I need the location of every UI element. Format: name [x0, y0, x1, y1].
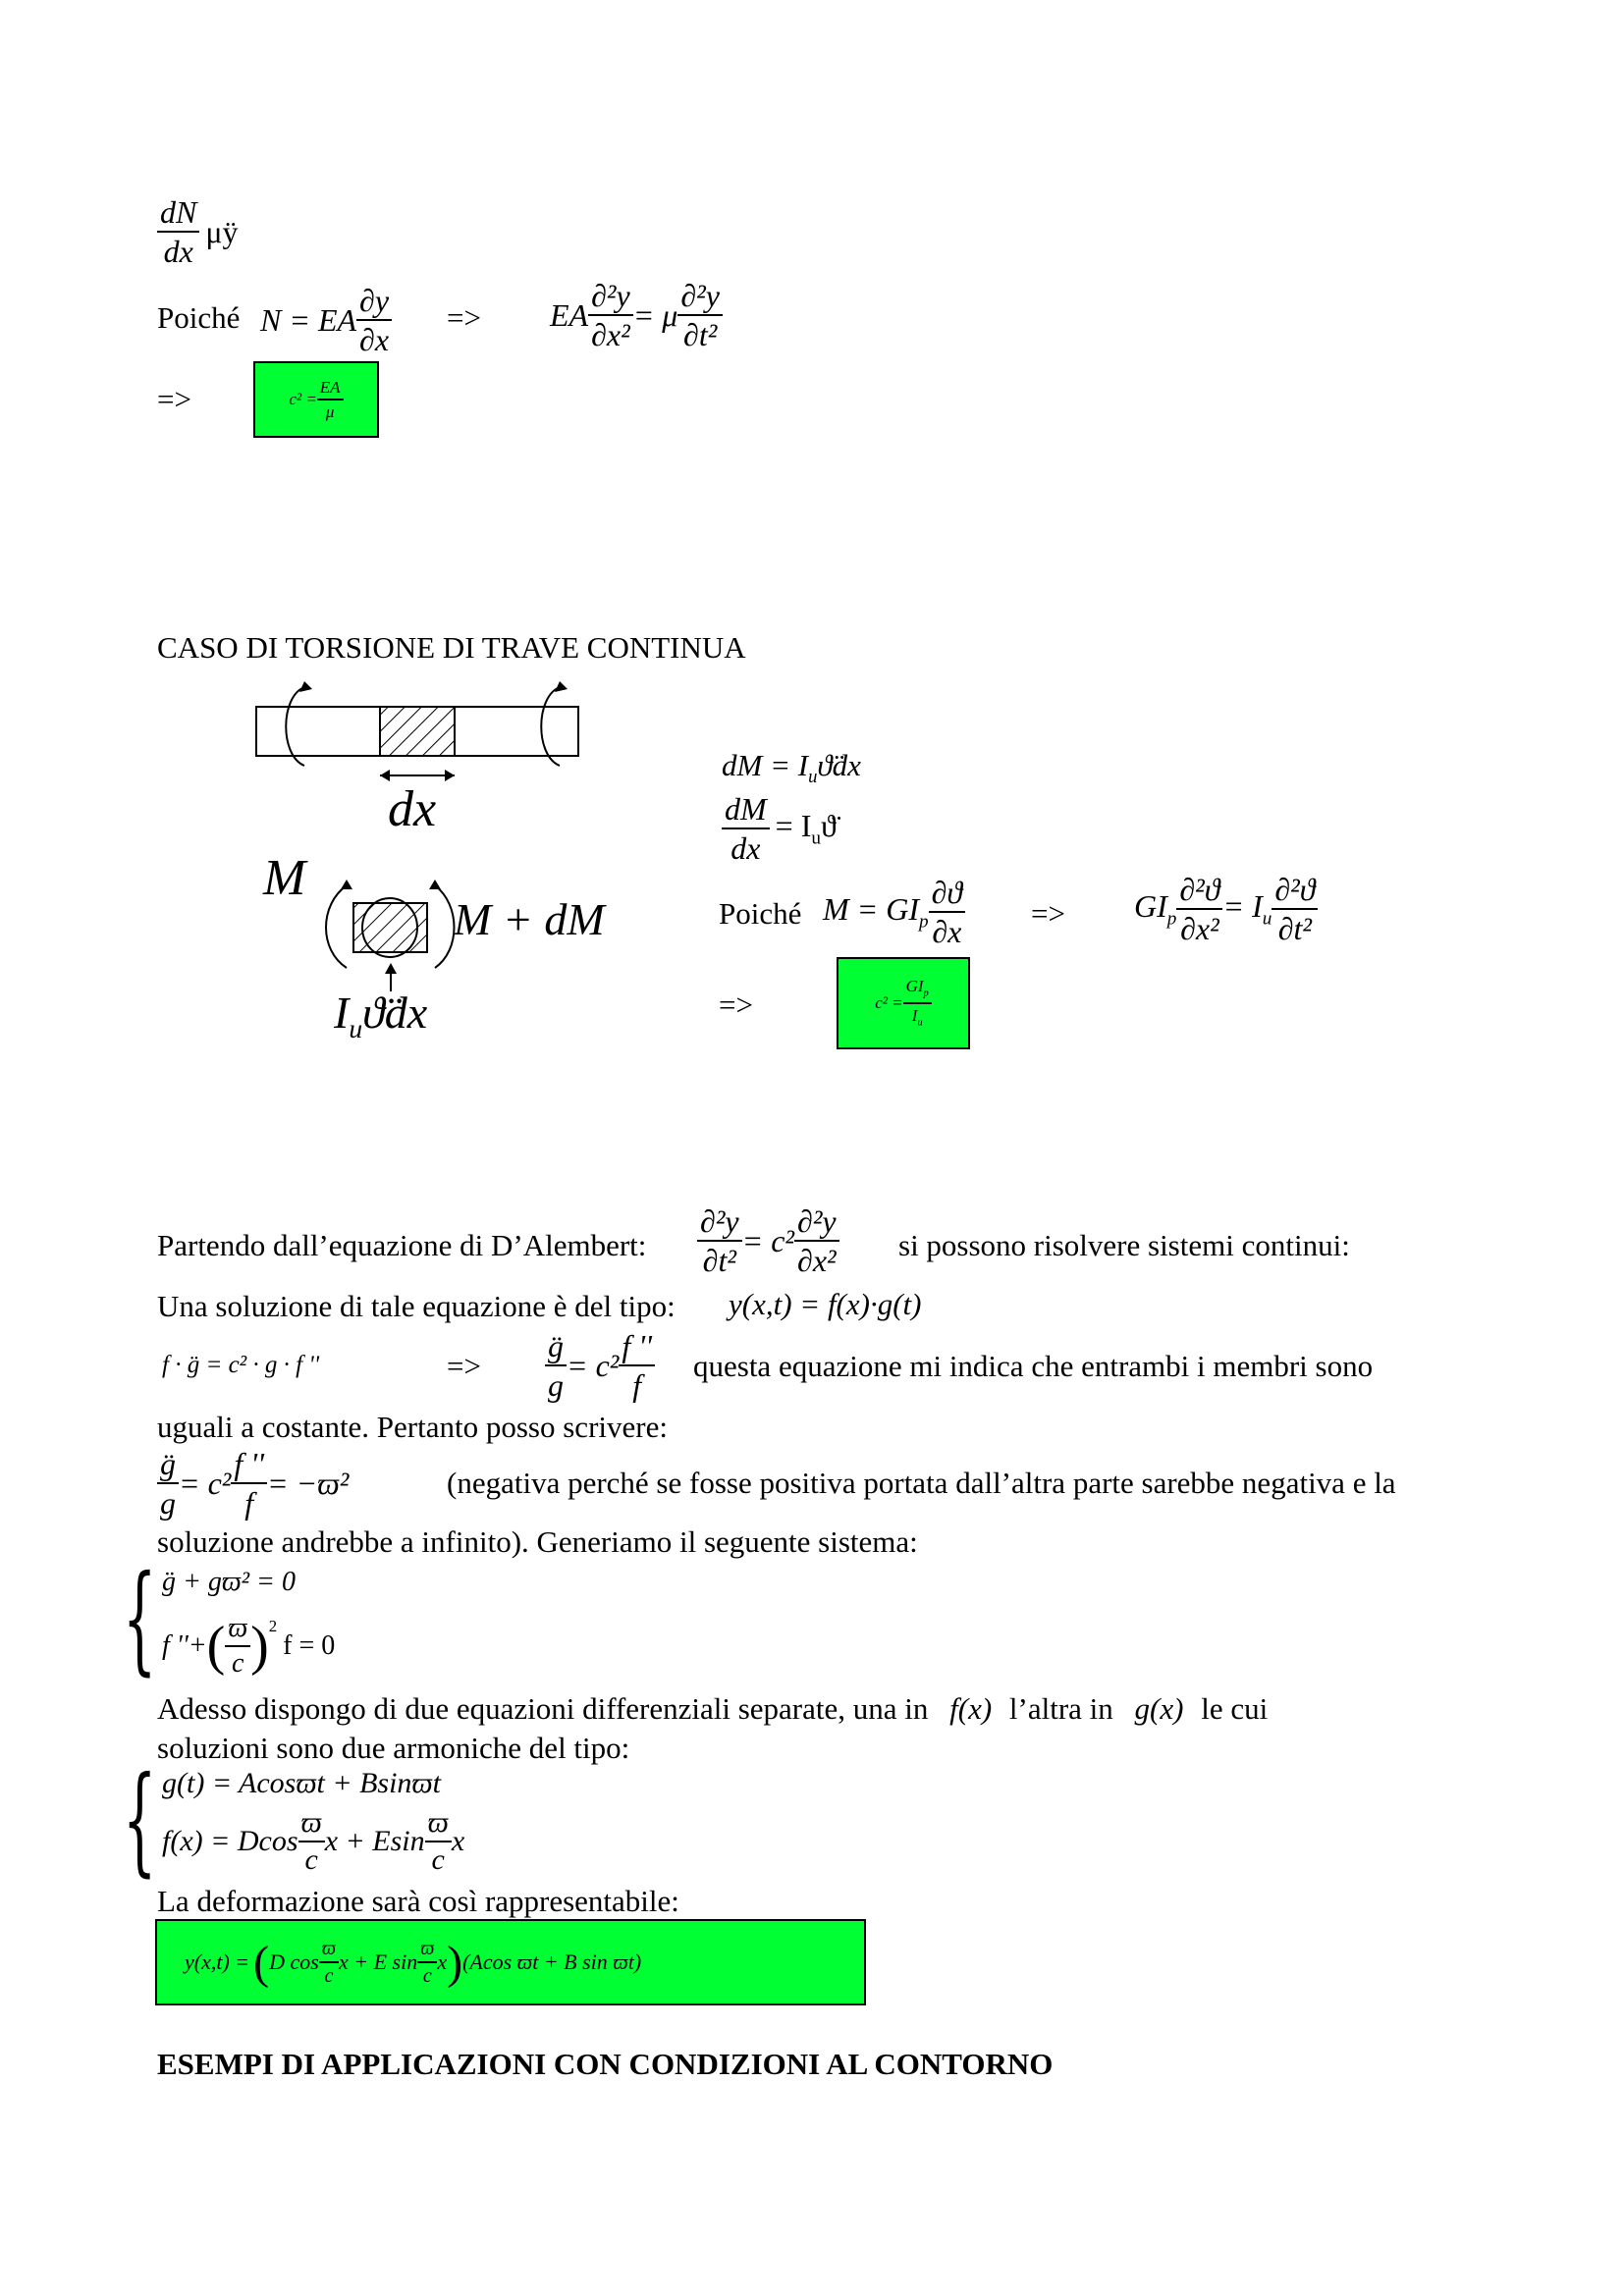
constant-text-cont: uguali a costante. Pertanto posso scrivere:: [157, 1410, 668, 1444]
separate-eq-text: Adesso dispongo di due equazioni differenziali separate, una in f(x) l’altra in g(x) le cui: [157, 1691, 1269, 1726]
eq-wave-axial: EA $\frac{\text{∂²y}}{\text{∂x²}}$ = μ $\frac{\text{∂²y}}{\text{∂t²}}$: [550, 280, 723, 350]
eq-ratio-omega: $\frac{g̈}{g}$ = c² $\frac{f ''}{f}$ = −ϖ²: [157, 1448, 349, 1519]
eq-rhs: μÿ: [205, 213, 239, 249]
system-brace-2: {: [123, 1752, 157, 1889]
constant-text: questa equazione mi indica che entrambi i membri sono: [693, 1349, 1374, 1383]
eq-system-f: f ''+ ( $\frac{ϖ}{c}$ ) $^2$ f = 0: [162, 1613, 336, 1679]
eq-wave-torsion: $GI_p$ $\frac{\text{∂²ϑ}}{\text{∂x²}}$ = $I_u$ $\frac{\text{∂²ϑ}}{\text{∂t²}}$: [1134, 874, 1318, 944]
eq-separation: y(x,t) = f(x)·g(t): [729, 1287, 922, 1321]
arrow: =>: [447, 1349, 481, 1383]
dx-label: dx: [388, 781, 437, 837]
eq-N-EA: N = EA $\frac{\partial y}{\partial x}$: [260, 285, 392, 355]
section-heading-esempi: ESEMPI DI APPLICAZIONI CON CONDIZIONI AL CONTORNO: [157, 2047, 1054, 2081]
result-box-c2-torsion: c² = $\frac{GI_p}{I_u}$: [837, 957, 970, 1049]
eq-ratio: $\frac{g̈}{g}$ = c² $\frac{f ''}{f}$: [545, 1330, 655, 1401]
element-left-arc: [326, 885, 347, 968]
negative-note-text: (negativa perché se fosse positiva portata dall’altra parte sarebbe negativa e la: [447, 1466, 1396, 1500]
arrow: =>: [719, 988, 753, 1022]
eq-dN-dx: $\frac{dN}{dx}$ μÿ: [157, 196, 244, 267]
inertia-moment-label: $I_uϑ̈dx$: [334, 988, 428, 1044]
harmonic-text: soluzioni sono due armoniche del tipo:: [157, 1731, 630, 1765]
moment-MdM-label: M + dM: [454, 894, 605, 944]
result-box-deformation: y(x,t) = ( D cos $\frac{ϖ}{c}$ x + E sin $\frac{ϖ}{c}$ x ) (Acos ϖt + B sin ϖt): [155, 1919, 866, 2005]
right-moment-arc: [541, 687, 560, 766]
dalembert-intro-text-end: si possono risolvere sistemi continui:: [898, 1228, 1350, 1262]
system-intro-text: soluzione andrebbe a infinito). Generiamo il seguente sistema:: [157, 1524, 918, 1559]
left-moment-arc: [286, 687, 304, 766]
eq-M-GIp: $M = GI_p$ $\frac{\partial ϑ}{\partial x}$: [823, 877, 965, 947]
eq-dM-dx: $\frac{dM}{dx}$ = $I_uϑ̈$: [722, 793, 842, 864]
solution-type-text: Una soluzione di tale equazione è del tipo:: [157, 1289, 676, 1323]
left-moment-arrowhead: [299, 681, 312, 692]
arrow: =>: [157, 382, 191, 416]
arrow: =>: [1031, 896, 1065, 931]
eq-g-harmonic: g(t) = Acosϖt + Bsinϖt: [162, 1767, 441, 1799]
element-right-arrowhead: [429, 880, 441, 889]
eq-f-harmonic: f(x) = Dcos $\frac{ϖ}{c}$ x + Esin $\frac{ϖ}{c}$ x: [162, 1806, 465, 1876]
eq-system-g: g̈ + gϖ² = 0: [162, 1567, 296, 1597]
system-brace-1: {: [123, 1551, 157, 1687]
poiche-label: Poiché: [157, 300, 241, 335]
section-heading-torsione: CASO DI TORSIONE DI TRAVE CONTINUA: [157, 630, 746, 665]
arrow: =>: [447, 300, 481, 335]
element-left-arrowhead: [341, 880, 352, 889]
element-right-arc: [435, 885, 455, 968]
eq-f-gdd: f · g̈ = c² · g · f '': [162, 1352, 320, 1378]
moment-M-label: M: [263, 850, 306, 906]
right-moment-arrowhead: [555, 681, 568, 692]
inertia-arrowhead: [385, 963, 397, 974]
eq-dalembert: $\frac{\text{∂²y}}{\text{∂t²}}$ = c² $\frac{\text{∂²y}}{\text{∂x²}}$: [697, 1205, 839, 1276]
element-freebody-rect: [353, 903, 427, 952]
deformation-text: La deformazione sarà così rappresentabile:: [157, 1884, 679, 1918]
dx-arrow-right: [445, 770, 455, 781]
beam-element-hatched: [380, 707, 455, 756]
poiche-label: Poiché: [719, 896, 802, 931]
result-box-c2-axial: c² = $\frac{EA}{\mu}$: [253, 361, 379, 438]
eq-dM: dM = $I_uϑ̈dx$: [722, 748, 861, 788]
dalembert-intro-text: Partendo dall’equazione di D’Alembert:: [157, 1228, 647, 1262]
